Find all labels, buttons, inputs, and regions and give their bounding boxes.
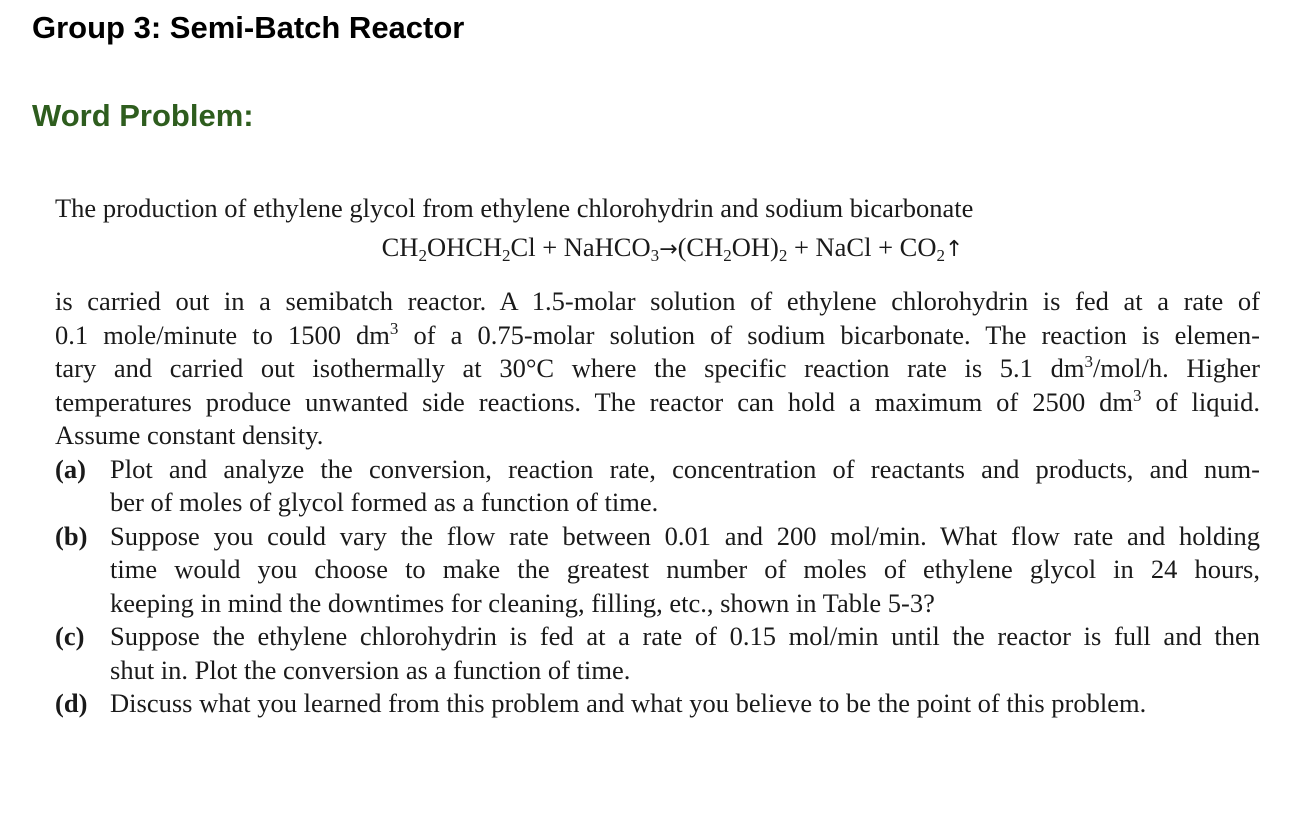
body-line-1: is carried out in a semibatch reactor. A 1.5-molar solution of ethylene chlorohydrin is fed at a rate of bbox=[55, 286, 1260, 316]
chemical-equation: $CH_2OHCH_2Cl$ + $NaHCO_3\to(CH_2OH)_2$ + NaCl + $CO_2↑$ bbox=[381, 231, 964, 265]
body-line-5: Assume constant density. bbox=[55, 420, 324, 450]
item-label: (b) bbox=[55, 520, 88, 551]
question-item-d: (d) Discuss what you learned from this problem and what you believe to be the point of this problem. bbox=[55, 687, 1260, 721]
item-label: (d) bbox=[55, 688, 88, 718]
body-line-4: temperatures produce unwanted side reactions. The reactor can hold a maximum of 2500 $dm^3$ of liquid. bbox=[55, 385, 1260, 417]
item-label: (a) bbox=[55, 453, 86, 484]
intro-line: The production of ethylene glycol from ethylene chlorohydrin and sodium bicarbonate bbox=[55, 193, 974, 223]
gas-up-arrow-icon: ↑ bbox=[944, 236, 964, 262]
section-title: Word Problem: bbox=[32, 98, 254, 133]
body-line-2: 0.1 mole/minute to 1500 $dm^3$ of a 0.75-molar solution of sodium bicarbonate. The reaction is elemen- bbox=[55, 318, 1260, 350]
problem-text bbox=[55, 192, 1260, 721]
question-item-b: (b) Suppose you could vary the flow rate between 0.01 and 200 mol/min. What flow rate and holding time would you choose to make the greatest number of moles of ethylene glycol in 24 hours, keeping in mind the downtimes for cleaning, filling, etc., shown in Table 5-3? bbox=[55, 520, 1260, 621]
body-line-3: tary and carried out isothermally at 30°C where the specific reaction rate is 5.1 $dm^3/mol/h$. Higher bbox=[55, 352, 1260, 383]
question-item-a: (a) Plot and analyze the conversion, reaction rate, concentration of reactants and products, and num- ber of moles of glycol formed as a function of time. bbox=[55, 453, 1260, 520]
group-title: Group 3: Semi-Batch Reactor bbox=[32, 10, 465, 45]
question-item-c: (c) Suppose the ethylene chlorohydrin is fed at a rate of 0.15 mol/min until the reactor is full and then shut in. Plot the conversion as a function of time. bbox=[55, 620, 1260, 687]
item-label: (c) bbox=[55, 621, 85, 651]
reaction-arrow-icon: → bbox=[659, 236, 678, 262]
